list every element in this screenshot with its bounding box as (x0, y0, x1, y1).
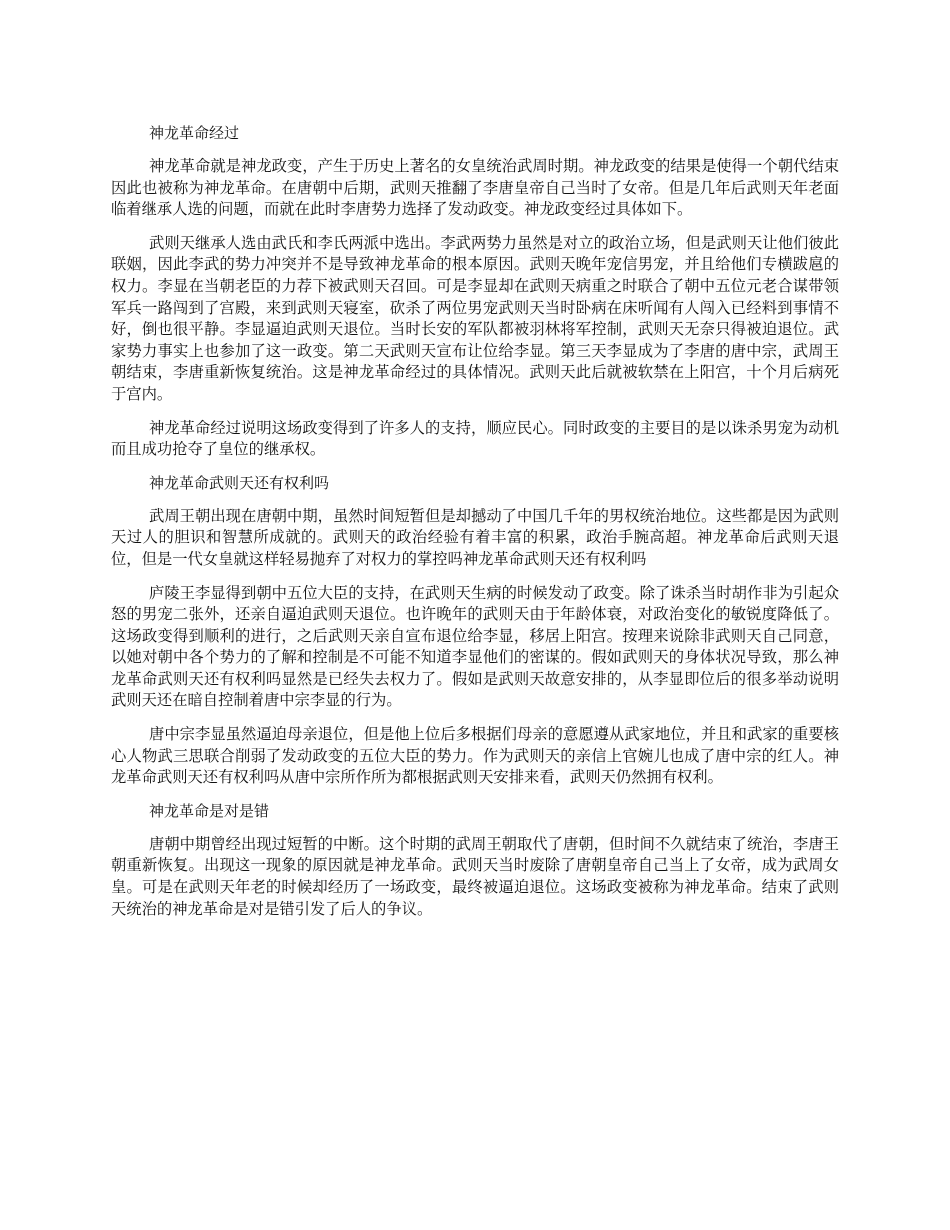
document-page (111, 123, 839, 932)
paragraph: 神龙革命经过说明这场政变得到了许多人的支持，顺应民心。同时政变的主要目的是以诛杀男宠为动机而且成功抢夺了皇位的继承权。 (111, 418, 839, 459)
section-heading: 神龙革命武则天还有权利吗 (149, 473, 330, 492)
paragraph: 庐陵王李显得到朝中五位大臣的支持，在武则天生病的时候发动了政变。除了诛杀当时胡作非为引起众怒的男宠二张外，还亲自逼迫武则天退位。也许晚年的武则天由于年龄体衰，对政治变化的敏锐度降低了。这场政变得到顺利的进行，之后武则天亲自宣布退位给李显，移居上阳宫。按理来说除非武则天自己同意，以她对朝中各个势力的了解和控制是不可能不知道李显他们的密谋的。假如武则天的身体状况导致，那么神龙革命武则天还有权利吗显然是已经失去权力了。假如是武则天故意安排的，从李显即位后的很多举动说明武则天还在暗自控制着唐中宗李显的行为。 (111, 583, 839, 710)
paragraph: 武则天继承人选由武氏和李氏两派中选出。李武两势力虽然是对立的政治立场，但是武则天让他们彼此联姻，因此李武的势力冲突并不是导致神龙革命的根本原因。武则天晚年宠信男宠，并且给他们专横跋扈的权力。李显在当朝老臣的力荐下被武则天召回。可是李显却在武则天病重之时联合了朝中五位元老合谋带领军兵一路闯到了宫殿，来到武则天寝室，砍杀了两位男宠武则天当时卧病在床听闻有人闯入已经料到事情不好，倒也很平静。李显逼迫武则天退位。当时长安的军队都被羽林将军控制，武则天无奈只得被迫退位。武家势力事实上也参加了这一政变。第二天武则天宣布让位给李显。第三天李显成为了李唐的唐中宗，武周王朝结束，李唐重新恢复统治。这是神龙革命经过的具体情况。武则天此后就被软禁在上阳宫，十个月后病死于宫内。 (111, 233, 839, 403)
section-2 (111, 473, 839, 789)
paragraph: 唐中宗李显虽然逼迫母亲退位，但是他上位后多根据们母亲的意愿遵从武家地位，并且和武家的重要核心人物武三思联合削弱了发动政变的五位大臣的势力。作为武则天的亲信上官婉儿也成了唐中宗的红人。神龙革命武则天还有权利吗从唐中宗所作所为都根据武则天安排来看，武则天仍然拥有权利。 (111, 725, 839, 787)
section-heading: 神龙革命是对是错 (149, 801, 270, 820)
section-3 (111, 801, 839, 920)
paragraph: 唐朝中期曾经出现过短暂的中断。这个时期的武周王朝取代了唐朝，但时间不久就结束了统治，李唐王朝重新恢复。出现这一现象的原因就是神龙革命。武则天当时废除了唐朝皇帝自己当上了女帝，成为武周女皇。可是在武则天年老的时候却经历了一场政变，最终被逼迫退位。这场政变被称为神龙革命。结束了武则天统治的神龙革命是对是错引发了后人的争议。 (111, 834, 839, 918)
section-1 (111, 123, 839, 461)
paragraph: 武周王朝出现在唐朝中期，虽然时间短暂但是却撼动了中国几千年的男权统治地位。这些都是因为武则天过人的胆识和智慧所成就的。武则天的政治经验有着丰富的积累，政治手腕高超。神龙革命后武则天退位，但是一代女皇就这样轻易抛弃了对权力的掌控吗神龙革命武则天还有权利吗 (111, 506, 839, 568)
paragraph: 神龙革命就是神龙政变，产生于历史上著名的女皇统治武周时期。神龙政变的结果是使得一个朝代结束因此也被称为神龙革命。在唐朝中后期，武则天推翻了李唐皇帝自己当时了女帝。但是几年后武则天年老面临着继承人选的问题，而就在此时李唐势力选择了发动政变。神龙政变经过具体如下。 (111, 157, 839, 219)
section-heading: 神龙革命经过 (149, 124, 240, 142)
